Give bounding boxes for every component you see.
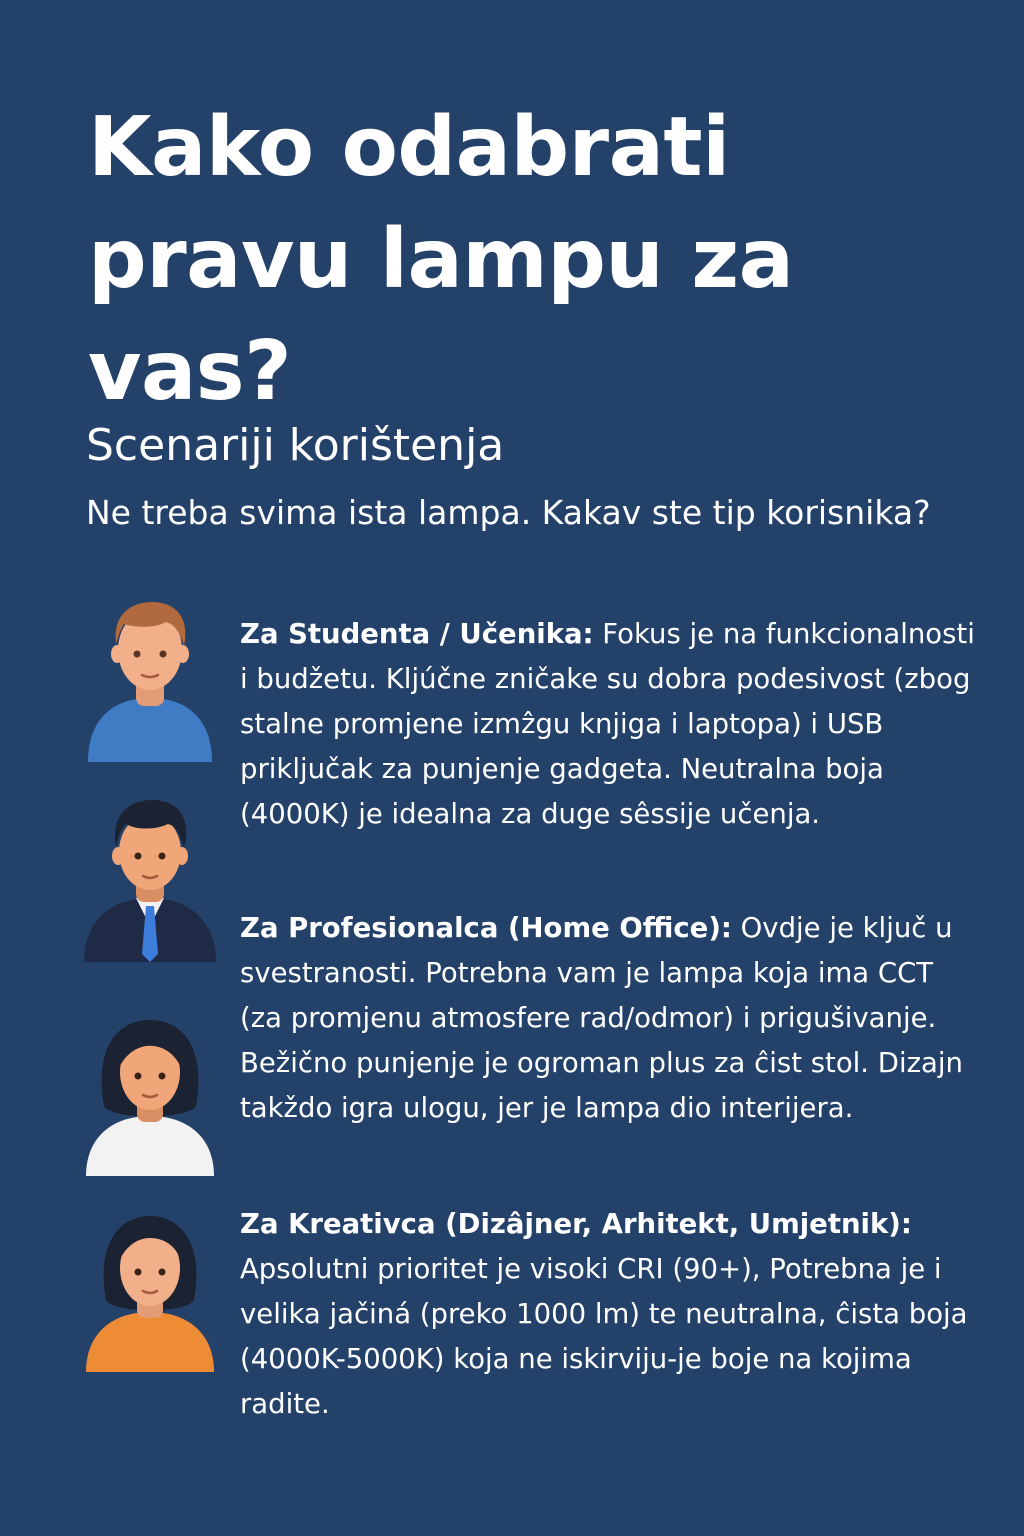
avatar-shirt xyxy=(86,1312,214,1372)
scenario-student-lead: Za Studenta / Učenika: xyxy=(240,618,594,650)
intro-text: Ne treba svima ista lampa. Kakav ste tip korisnika? xyxy=(86,493,931,532)
page-title: Kako odabrati pravu lampu za vas? xyxy=(88,100,794,419)
scenario-professional-text: Ovdje je ključ u svestranosti. Potrebna vam je lampa koja ima CCT (za promjenu atmosfere rad/odmor) i prigušivanje. Bežično punjenje je ogroman plus za ĉist stol. Dizajn takždo igra ulogu, jer je lampa dio interijera. xyxy=(240,912,963,1124)
scenario-professional-lead: Za Profesionalca (Home Office): xyxy=(240,912,732,944)
avatar-shirt xyxy=(86,1116,214,1176)
businessman-tie-icon xyxy=(80,794,220,964)
young-man-blue-shirt-icon xyxy=(80,598,220,768)
scenario-creative-text: Apsolutni prioritet je visoki CRI (90+), Potrebna je i velika jačiná (preko 1000 lm) te neutralna, ĉista boja (4000K-5000K) koja ne iskirviju-je boje na kojima radite. xyxy=(240,1253,968,1420)
scenario-creative xyxy=(240,1202,980,1427)
avatar-shirt xyxy=(88,698,212,762)
scenario-student xyxy=(240,612,980,837)
scenario-creative-lead: Za Kreativca (Dizâjner, Arhitekt, Umjetnik): xyxy=(240,1208,912,1240)
woman-orange-shirt-icon xyxy=(80,1206,220,1376)
scenario-student-text: Fokus je na funkcionalnosti i budžetu. Kljúčne zničake su dobra podesivost (zbog stalne promjene izmẑgu knjiga i laptopa) i USB priključak za punjenje gadgeta. Neutralna boja (4000K) je idealna za duge sêssije učenja. xyxy=(240,618,975,830)
woman-white-shirt-icon xyxy=(80,1010,220,1180)
scenario-professional xyxy=(240,906,980,1131)
page-subtitle: Scenariji korištenja xyxy=(86,420,505,471)
